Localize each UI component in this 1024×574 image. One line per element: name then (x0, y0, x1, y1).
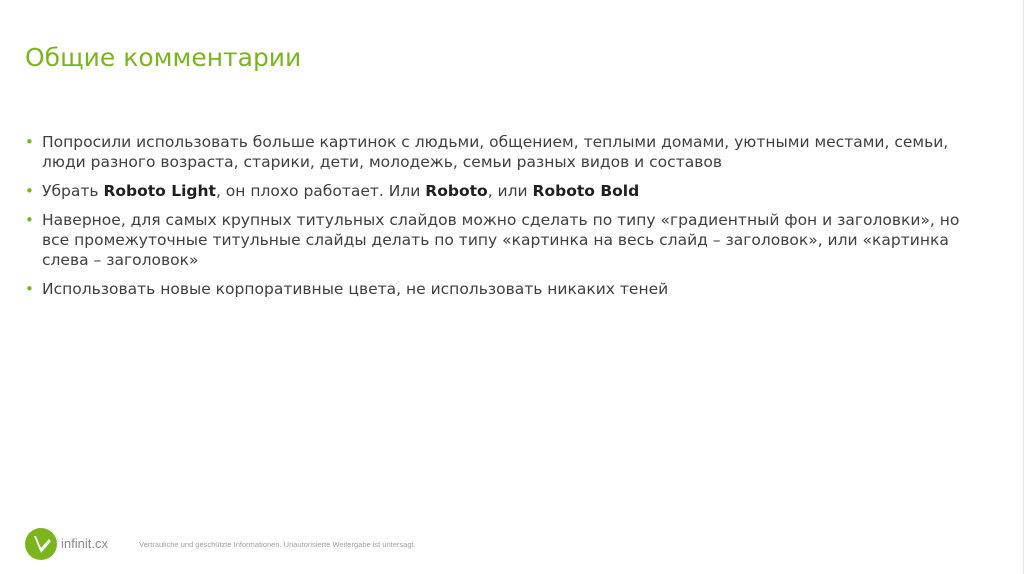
bullet-item-images (25, 132, 985, 172)
footer-brand: infinit.cx (61, 536, 108, 551)
footer-confidentiality-note: Vertrauliche und geschützte Informationen. Unautorisierte Weitergabe ist untersagt. (139, 540, 416, 549)
font-name-roboto: Roboto (425, 182, 488, 200)
bullet-dot: • (25, 182, 34, 200)
slide-title: Общие комментарии (25, 43, 302, 72)
bullet-dot: • (25, 280, 34, 298)
bullet-item-title-slides (25, 210, 985, 270)
font-name-roboto-light: Roboto Light (103, 182, 216, 200)
bullet-dot: • (25, 133, 34, 151)
bullet-text-part: Убрать (42, 182, 104, 200)
bullet-list (25, 132, 985, 308)
bullet-item-fonts (25, 181, 985, 201)
bullet-text: Попросили использовать больше картинок с людьми, общением, теплыми домами, уютными местами, семьи, люди разного возраста, старики, дети, молодежь, семьи разных видов и составов (42, 133, 949, 171)
play-arrow-circle-icon (24, 527, 58, 561)
bullet-item-colors (25, 279, 985, 299)
font-name-roboto-bold: Roboto Bold (532, 182, 640, 200)
bullet-text: Наверное, для самых крупных титульных слайдов можно сделать по типу «градиентный фон и заголовки», но все промежуточные титульные слайды делать по типу «картинка на весь слайд – заголовок», или «картинка слева – заголовок» (42, 211, 960, 269)
bullet-text-part: , он плохо работает. Или (215, 182, 426, 200)
bullet-text-part: , или (487, 182, 533, 200)
bullet-text: Использовать новые корпоративные цвета, не использовать никаких теней (42, 280, 669, 298)
bullet-dot: • (25, 211, 34, 229)
